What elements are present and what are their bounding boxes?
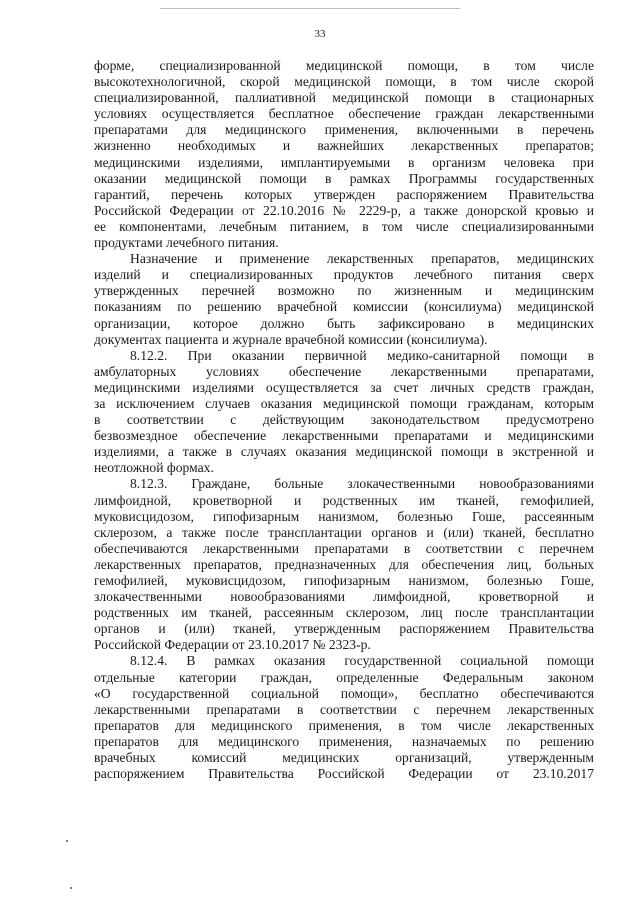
text-line: в соответствии с действующим законодательством предусмотрено — [94, 412, 594, 428]
text-line: документах пациента и журнале врачебной комиссии (консилиума). — [94, 331, 488, 347]
text-line: амбулаторных условиях обеспечение лекарственными препаратами, — [94, 363, 594, 379]
text-line: медицинскими изделиями, имплантируемыми в организм человека при — [94, 154, 594, 170]
paragraph — [94, 58, 594, 251]
text-line: склерозом, а также после трансплантации органов и (или) тканей, бесплатно — [94, 524, 594, 540]
text-line: показаниям по решению врачебной комиссии (консилиума) медицинской — [94, 299, 594, 315]
text-line: форме, специализированной медицинской помощи, в том числе — [94, 58, 594, 73]
page-number: 33 — [314, 28, 326, 40]
text-line: безвозмездное обеспечение лекарственными препаратами и медицинскими — [94, 428, 594, 444]
text-line: высокотехнологичной, скорой медицинской помощи, в том числе скорой — [94, 74, 594, 90]
text-line: утвержденных перечней возможно по жизненным и медицинским — [94, 283, 594, 299]
text-line: ее компонентами, лечебным питанием, в том числе специализированными — [94, 218, 594, 234]
text-line: лимфоидной, кроветворной и родственных им тканей, гемофилией, — [94, 492, 594, 508]
text-line: муковисцидозом, гипофизарным нанизмом, болезнью Гоше, рассеянным — [94, 508, 594, 524]
text-line: Российской Федерации от 23.10.2017 № 2323-р. — [94, 637, 371, 653]
text-line: гемофилией, муковисцидозом, гипофизарным нанизмом, болезнью Гоше, — [94, 573, 594, 588]
text-line: препаратов для медицинского применения, назначаемых по решению — [94, 733, 594, 749]
text-line: организации, которое должно быть зафиксировано в медицинских — [94, 315, 594, 331]
text-line: лекарственными препаратами в соответствии с перечнем лекарственных — [94, 701, 594, 717]
text-line: «О государственной социальной помощи», бесплатно обеспечиваются — [94, 685, 594, 701]
text-line: врачебных комиссий медицинских организаций, утвержденным — [94, 750, 594, 766]
text-line: 8.12.4. В рамках оказания государственной социальной помощи — [130, 653, 594, 669]
scan-speck — [70, 887, 72, 889]
text-line: Российской Федерации от 22.10.2016 № 2229-р, а также донорской кровью и — [94, 202, 594, 218]
text-line: изделий и специализированных продуктов лечебного питания сверх — [94, 267, 594, 283]
text-line: препаратами для медицинского применения, включенными в перечень — [94, 122, 594, 138]
text-line: Назначение и применение лекарственных препаратов, медицинских — [130, 251, 594, 267]
text-line: оказании медицинской помощи в рамках Программы государственных — [94, 170, 594, 186]
text-line: отдельные категории граждан, определенные Федеральным законом — [94, 669, 594, 685]
text-line: гарантий, перечень которых утвержден распоряжением Правительства — [94, 186, 594, 202]
text-line: обеспечиваются лекарственными препаратами в соответствии с перечнем — [94, 540, 594, 556]
text-line: 8.12.2. При оказании первичной медико-санитарной помощи в — [130, 347, 594, 363]
text-line: специализированной, паллиативной медицинской помощи в стационарных — [94, 90, 594, 106]
top-scan-rule — [160, 8, 460, 9]
text-line: родственных им тканей, рассеянным склерозом, лиц после трансплантации — [94, 605, 594, 621]
text-line: условиях осуществляется бесплатное обеспечение граждан лекарственными — [94, 106, 594, 122]
text-line: лекарственных препаратов, предназначенных для обеспечения лиц, больных — [94, 556, 594, 572]
scan-speck — [66, 840, 68, 842]
text-line: препаратов для медицинского применения, в том числе лекарственных — [94, 717, 594, 733]
text-line: за исключением случаев оказания медицинской помощи гражданам, которым — [94, 395, 594, 411]
paragraph — [94, 348, 594, 477]
text-line: продуктами лечебного питания. — [94, 235, 279, 251]
text-line: органов и (или) тканей, утвержденным распоряжением Правительства — [94, 621, 594, 637]
paragraph — [94, 251, 594, 348]
text-line: злокачественными новообразованиями лимфоидной, кроветворной и — [94, 589, 594, 605]
text-line: 8.12.3. Граждане, больные злокачественными новообразованиями — [130, 476, 594, 492]
text-line: медицинскими изделиями осуществляется за счет личных средств граждан, — [94, 379, 594, 395]
text-line: распоряжением Правительства Российской Федерации от 23.10.2017 — [94, 766, 594, 782]
text-line: неотложной формах. — [94, 460, 214, 476]
text-line: жизненно необходимых и важнейших лекарственных препаратов; — [94, 138, 594, 154]
paragraph — [94, 653, 594, 782]
document-body — [94, 58, 594, 782]
text-line: изделиями, а также в случаях оказания медицинской помощи в экстренной и — [94, 444, 594, 460]
paragraph — [94, 476, 594, 653]
